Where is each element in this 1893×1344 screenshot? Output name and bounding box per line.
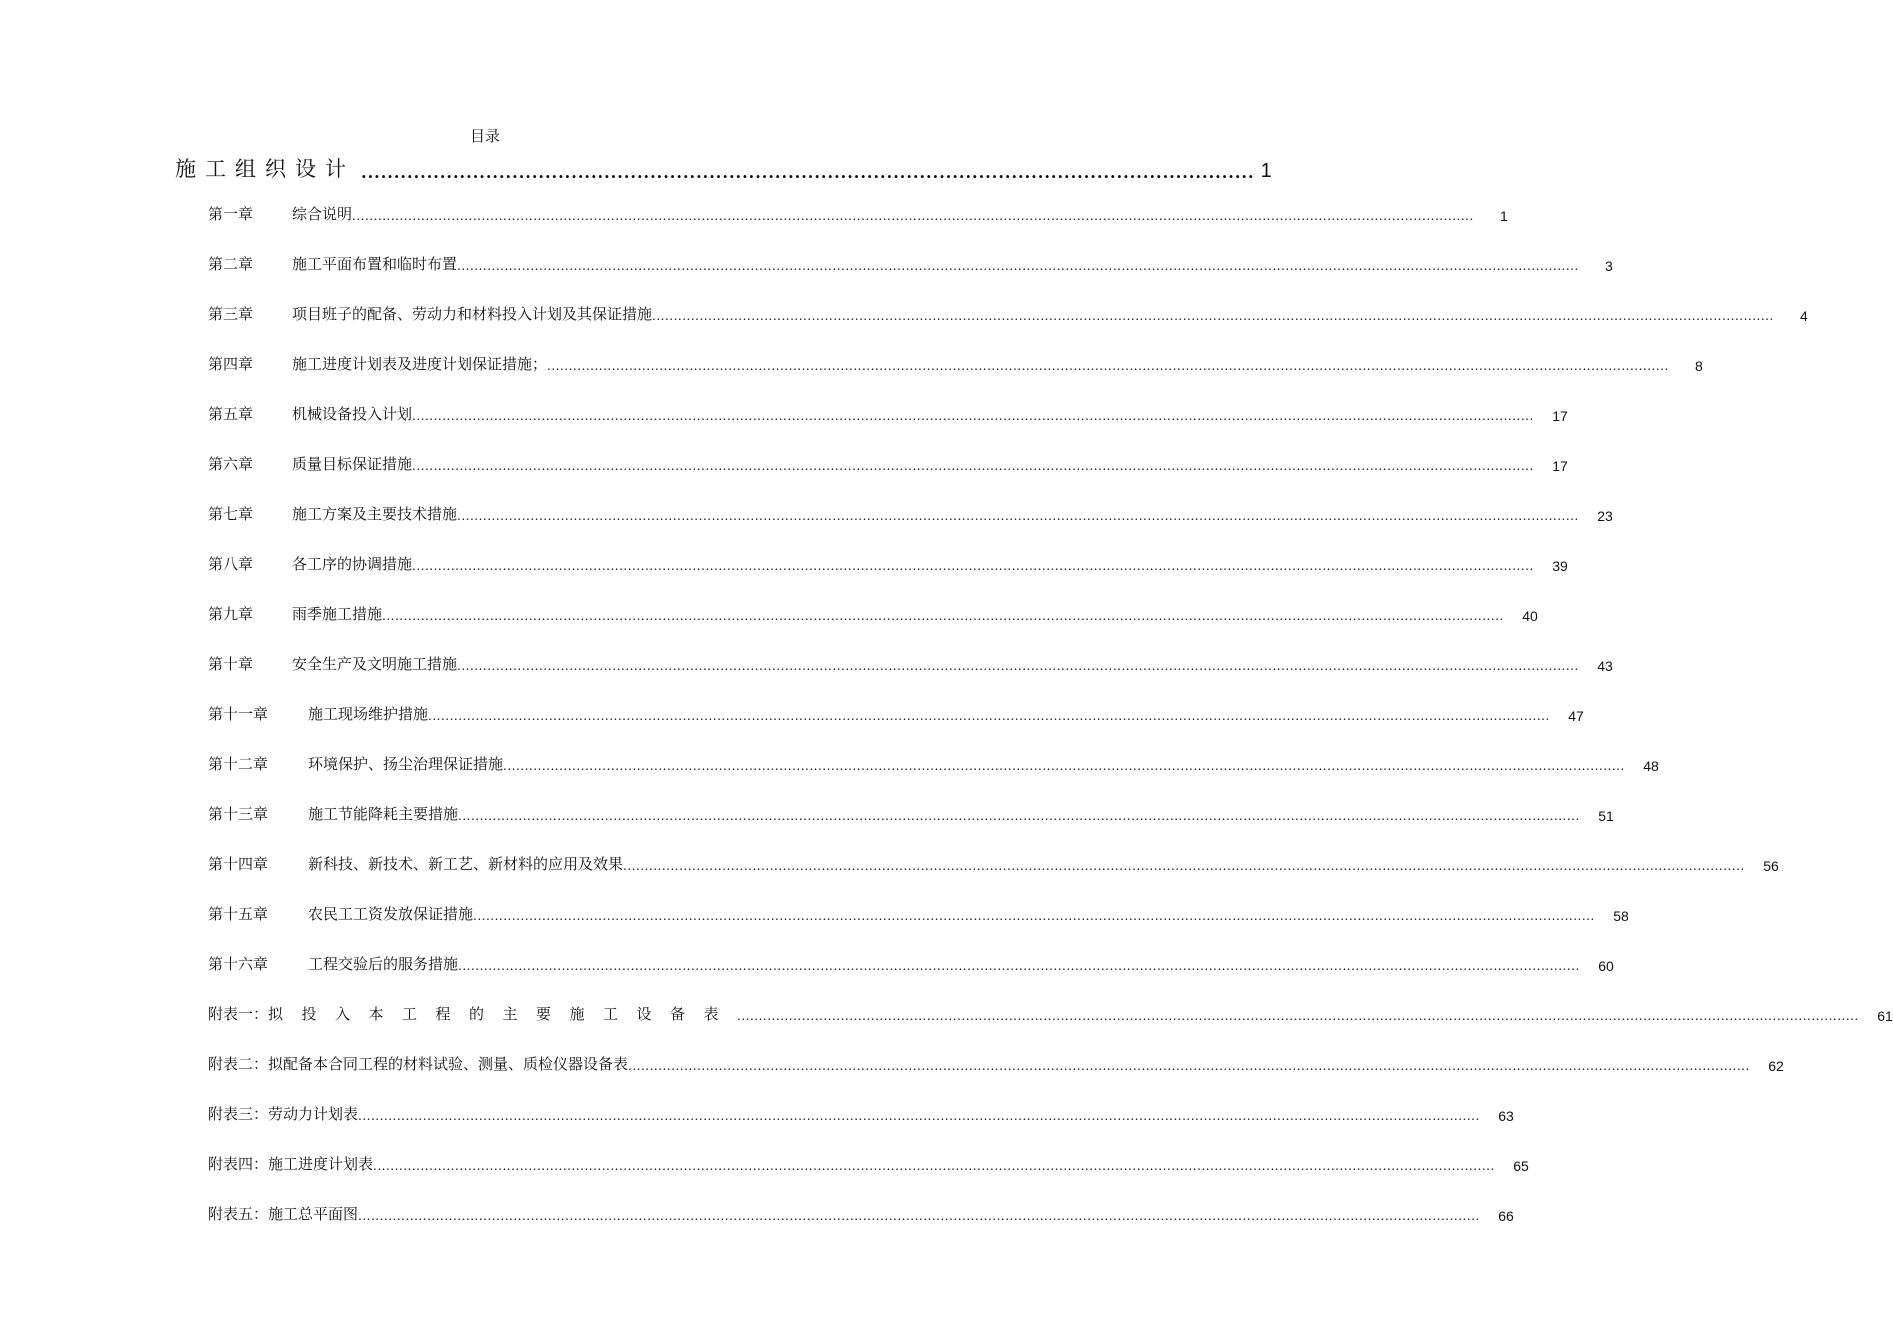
- toc-entry-title: 施工平面布置和临时布置: [292, 255, 458, 273]
- toc-entry-page: 63: [1498, 1108, 1514, 1124]
- toc-entry-page: 17: [1552, 458, 1568, 474]
- dot-leader: ....................................................................................................................................................................................................................................................................: [412, 409, 1534, 423]
- toc-entry-title: 各工序的协调措施: [292, 555, 413, 573]
- toc-entry-title: 施工节能降耗主要措施: [308, 805, 459, 823]
- dot-leader: ....................................................................................................................................................................................................................................................................: [412, 559, 1534, 573]
- toc-entry[interactable]: [208, 802, 1614, 824]
- toc-entry-title: 工程交验后的服务措施: [308, 955, 459, 973]
- toc-entry[interactable]: [208, 1052, 1784, 1074]
- toc-entry-number: 第十二章: [208, 755, 269, 773]
- toc-entry-page: 17: [1552, 408, 1568, 424]
- dot-leader: ....................................................................................................................................................................................................................................................................: [458, 809, 1580, 823]
- dot-leader: ....................................................................................................................................................................................................................................................................: [628, 1059, 1750, 1073]
- toc-main-entry[interactable]: [175, 153, 1272, 183]
- dot-leader: ....................................................................................................................................................................................................................................................................: [547, 359, 1669, 373]
- toc-entry-page: 23: [1597, 508, 1613, 524]
- toc-entry-number: 附表四：: [208, 1155, 269, 1173]
- toc-entry-title: 项目班子的配备、劳动力和材料投入计划及其保证措施: [292, 305, 653, 323]
- dot-leader: ....................................................................................................................................................................................................................................................................: [623, 859, 1745, 873]
- toc-entry[interactable]: [208, 1152, 1529, 1174]
- dot-leader: ....................................................................................................................................................................................................................................................................: [373, 1159, 1495, 1173]
- toc-entry-title: 施工进度计划表及进度计划保证措施；: [292, 355, 548, 373]
- dot-leader: ....................................................................................................................................................................................................................................................................: [457, 259, 1579, 273]
- toc-main-entry-page: 1: [1260, 160, 1272, 182]
- toc-entry-number: 附表一：: [208, 1005, 269, 1023]
- toc-entry-number: 第一章: [208, 205, 254, 223]
- dot-leader: ....................................................................................................................................................................................................................................................................: [457, 509, 1579, 523]
- toc-entry[interactable]: [208, 352, 1703, 374]
- toc-entry-number: 第十四章: [208, 855, 269, 873]
- toc-entry-page: 56: [1763, 858, 1779, 874]
- toc-entry[interactable]: [208, 252, 1613, 274]
- toc-entry[interactable]: [208, 302, 1808, 324]
- toc-main-entry-title: 施工组织设计: [175, 157, 355, 181]
- toc-entry-number: 第四章: [208, 355, 254, 373]
- toc-entry-title: 环境保护、扬尘治理保证措施: [308, 755, 504, 773]
- toc-entry[interactable]: [208, 902, 1629, 924]
- toc-entry-page: 3: [1604, 258, 1613, 274]
- toc-entry-page: 47: [1568, 708, 1584, 724]
- toc-entry[interactable]: [208, 852, 1779, 874]
- dot-leader: ....................................................................................................................................................................................................................................................................: [652, 309, 1774, 323]
- toc-entry-page: 48: [1643, 758, 1659, 774]
- toc-entry[interactable]: [208, 1102, 1514, 1124]
- toc-entry-number: 附表二：: [208, 1055, 269, 1073]
- dot-leader: ....................................................................................................................................................................................................................................................................: [503, 759, 1625, 773]
- toc-entry-title: 综合说明: [292, 205, 353, 223]
- toc-entry[interactable]: [208, 652, 1613, 674]
- dot-leader: ....................................................................................................................................................................................................................................................................: [457, 659, 1579, 673]
- toc-entry-number: 第十五章: [208, 905, 269, 923]
- toc-entry-page: 62: [1768, 1058, 1784, 1074]
- toc-entry-title: 施工现场维护措施: [308, 705, 429, 723]
- toc-entry-title: 施工总平面图: [268, 1205, 359, 1223]
- toc-entry-page: 8: [1694, 358, 1703, 374]
- toc-entry-number: 第八章: [208, 555, 254, 573]
- dot-leader: ....................................................................................................................................................................................................................................................................: [473, 909, 1595, 923]
- dot-leader: ....................................................................................................................................................................................................................................................................: [382, 609, 1504, 623]
- toc-entry-page: 39: [1552, 558, 1568, 574]
- toc-entry-title: 拟投入本工程的主要施工设备表: [268, 1005, 738, 1023]
- toc-entry-page: 61: [1877, 1008, 1893, 1024]
- toc-entry-number: 第十三章: [208, 805, 269, 823]
- dot-leader: ....................................................................................................................................................................................................................................................................: [428, 709, 1550, 723]
- dot-leader: ....................................................................................................................................................................................................................................................................: [358, 1209, 1480, 1223]
- toc-entry[interactable]: [208, 552, 1568, 574]
- toc-entry-page: 40: [1522, 608, 1538, 624]
- toc-entry[interactable]: [208, 502, 1613, 524]
- toc-entry-number: 第十一章: [208, 705, 269, 723]
- toc-entry[interactable]: [208, 602, 1538, 624]
- toc-entry-number: 第五章: [208, 405, 254, 423]
- dot-leader: ....................................................................................................................................................................................................................................................................: [358, 1109, 1480, 1123]
- toc-entry-page: 51: [1598, 808, 1614, 824]
- toc-entry-number: 附表五：: [208, 1205, 269, 1223]
- toc-entry-number: 第九章: [208, 605, 254, 623]
- toc-entry-page: 66: [1498, 1208, 1514, 1224]
- toc-entry-number: 第六章: [208, 455, 254, 473]
- dot-leader: ....................................................................................................................................................................................................................................................................: [737, 1009, 1859, 1023]
- toc-entry-title: 施工进度计划表: [268, 1155, 374, 1173]
- toc-entry-title: 劳动力计划表: [268, 1105, 359, 1123]
- toc-entry-title: 农民工工资发放保证措施: [308, 905, 474, 923]
- dot-leader: ....................................................................................................................................................................................................................................................................: [458, 959, 1580, 973]
- dot-leader: ........................................................................................................................................: [361, 163, 1255, 182]
- toc-entry-page: 1: [1499, 208, 1508, 224]
- toc-entry[interactable]: [208, 702, 1584, 724]
- toc-entry[interactable]: [208, 1002, 1893, 1024]
- toc-heading: 目录: [469, 127, 500, 145]
- toc-entry[interactable]: [208, 402, 1568, 424]
- dot-leader: ....................................................................................................................................................................................................................................................................: [412, 459, 1534, 473]
- toc-entry-page: 60: [1598, 958, 1614, 974]
- toc-entry-title: 机械设备投入计划: [292, 405, 413, 423]
- toc-entry-title: 雨季施工措施: [292, 605, 383, 623]
- toc-entry-page: 65: [1513, 1158, 1529, 1174]
- toc-entry[interactable]: [208, 752, 1659, 774]
- toc-entry-title: 施工方案及主要技术措施: [292, 505, 458, 523]
- toc-entry-number: 第十六章: [208, 955, 269, 973]
- toc-entry[interactable]: [208, 452, 1568, 474]
- toc-entry[interactable]: [208, 202, 1508, 224]
- toc-entry-page: 43: [1597, 658, 1613, 674]
- toc-entry-number: 第十章: [208, 655, 254, 673]
- toc-entry[interactable]: [208, 952, 1614, 974]
- toc-entry-number: 第七章: [208, 505, 254, 523]
- toc-entry-title: 新科技、新技术、新工艺、新材料的应用及效果: [308, 855, 624, 873]
- toc-entry-title: 质量目标保证措施: [292, 455, 413, 473]
- toc-entry-title: 安全生产及文明施工措施: [292, 655, 458, 673]
- toc-entry-number: 第二章: [208, 255, 254, 273]
- toc-entry-number: 第三章: [208, 305, 254, 323]
- toc-entry-page: 58: [1613, 908, 1629, 924]
- toc-entry-number: 附表三：: [208, 1105, 269, 1123]
- toc-entry[interactable]: [208, 1202, 1514, 1224]
- toc-entry-page: 4: [1799, 308, 1808, 324]
- dot-leader: ....................................................................................................................................................................................................................................................................: [352, 209, 1474, 223]
- toc-entry-title: 拟配备本合同工程的材料试验、测量、质检仪器设备表: [268, 1055, 629, 1073]
